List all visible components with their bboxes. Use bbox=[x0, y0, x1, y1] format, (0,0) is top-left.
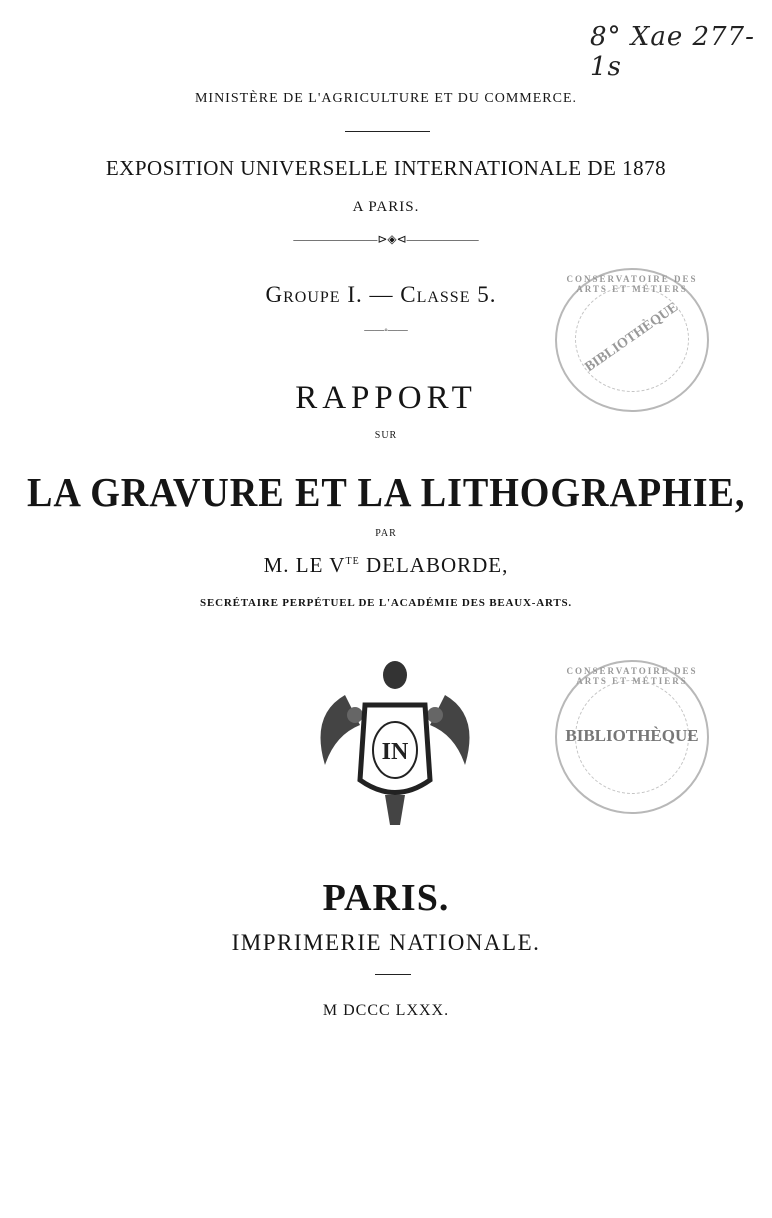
library-stamp bbox=[555, 268, 709, 412]
publication-year: M DCCC LXXX. bbox=[322, 1002, 450, 1019]
report-subject: LA GRAVURE ET LA LITHOGRAPHIE, bbox=[27, 469, 746, 515]
printer: IMPRIMERIE NATIONALE. bbox=[231, 930, 541, 955]
stamp-outer-text: CONSERVATOIRE DES ARTS ET MÉTIERS bbox=[566, 666, 698, 686]
ministry-line: MINISTÈRE DE L'AGRICULTURE ET DU COMMERCE. bbox=[194, 91, 578, 106]
author-name: DELABORDE, bbox=[359, 553, 509, 577]
group-class: Groupe I. — Classe 5. bbox=[265, 282, 497, 307]
sur-word: SUR bbox=[374, 430, 398, 441]
divider bbox=[345, 131, 430, 132]
city-line: A PARIS. bbox=[352, 199, 420, 215]
author-prefix: M. LE V bbox=[263, 553, 346, 577]
stamp-center-text: BIBLIOTHÈQUE bbox=[565, 726, 699, 745]
ornament-divider: ———————⊳◈⊲—————— bbox=[293, 232, 479, 246]
author-superscript: TE bbox=[345, 556, 360, 567]
stamp-center-text: BIBLIOTHÈQUE bbox=[582, 299, 681, 376]
author-title: SECRÉTAIRE PERPÉTUEL DE L'ACADÉMIE DES BEAUX-ARTS. bbox=[200, 597, 572, 609]
par-word: PAR bbox=[375, 528, 397, 539]
emblem-letters: IN bbox=[381, 739, 409, 765]
imprimerie-nationale-emblem bbox=[305, 655, 485, 835]
author bbox=[0, 553, 772, 578]
handwritten-shelfmark: 8° Xae 277-1s bbox=[590, 22, 755, 82]
ornament-divider-small: ——◦—— bbox=[364, 325, 408, 336]
stamp-outer-text: CONSERVATOIRE DES ARTS ET MÉTIERS bbox=[566, 274, 698, 294]
exposition-title: EXPOSITION UNIVERSELLE INTERNATIONALE DE 1878 bbox=[105, 156, 667, 180]
divider bbox=[375, 974, 411, 975]
report-heading: RAPPORT bbox=[295, 380, 477, 416]
library-stamp-2 bbox=[555, 660, 709, 814]
place: PARIS. bbox=[322, 877, 450, 919]
